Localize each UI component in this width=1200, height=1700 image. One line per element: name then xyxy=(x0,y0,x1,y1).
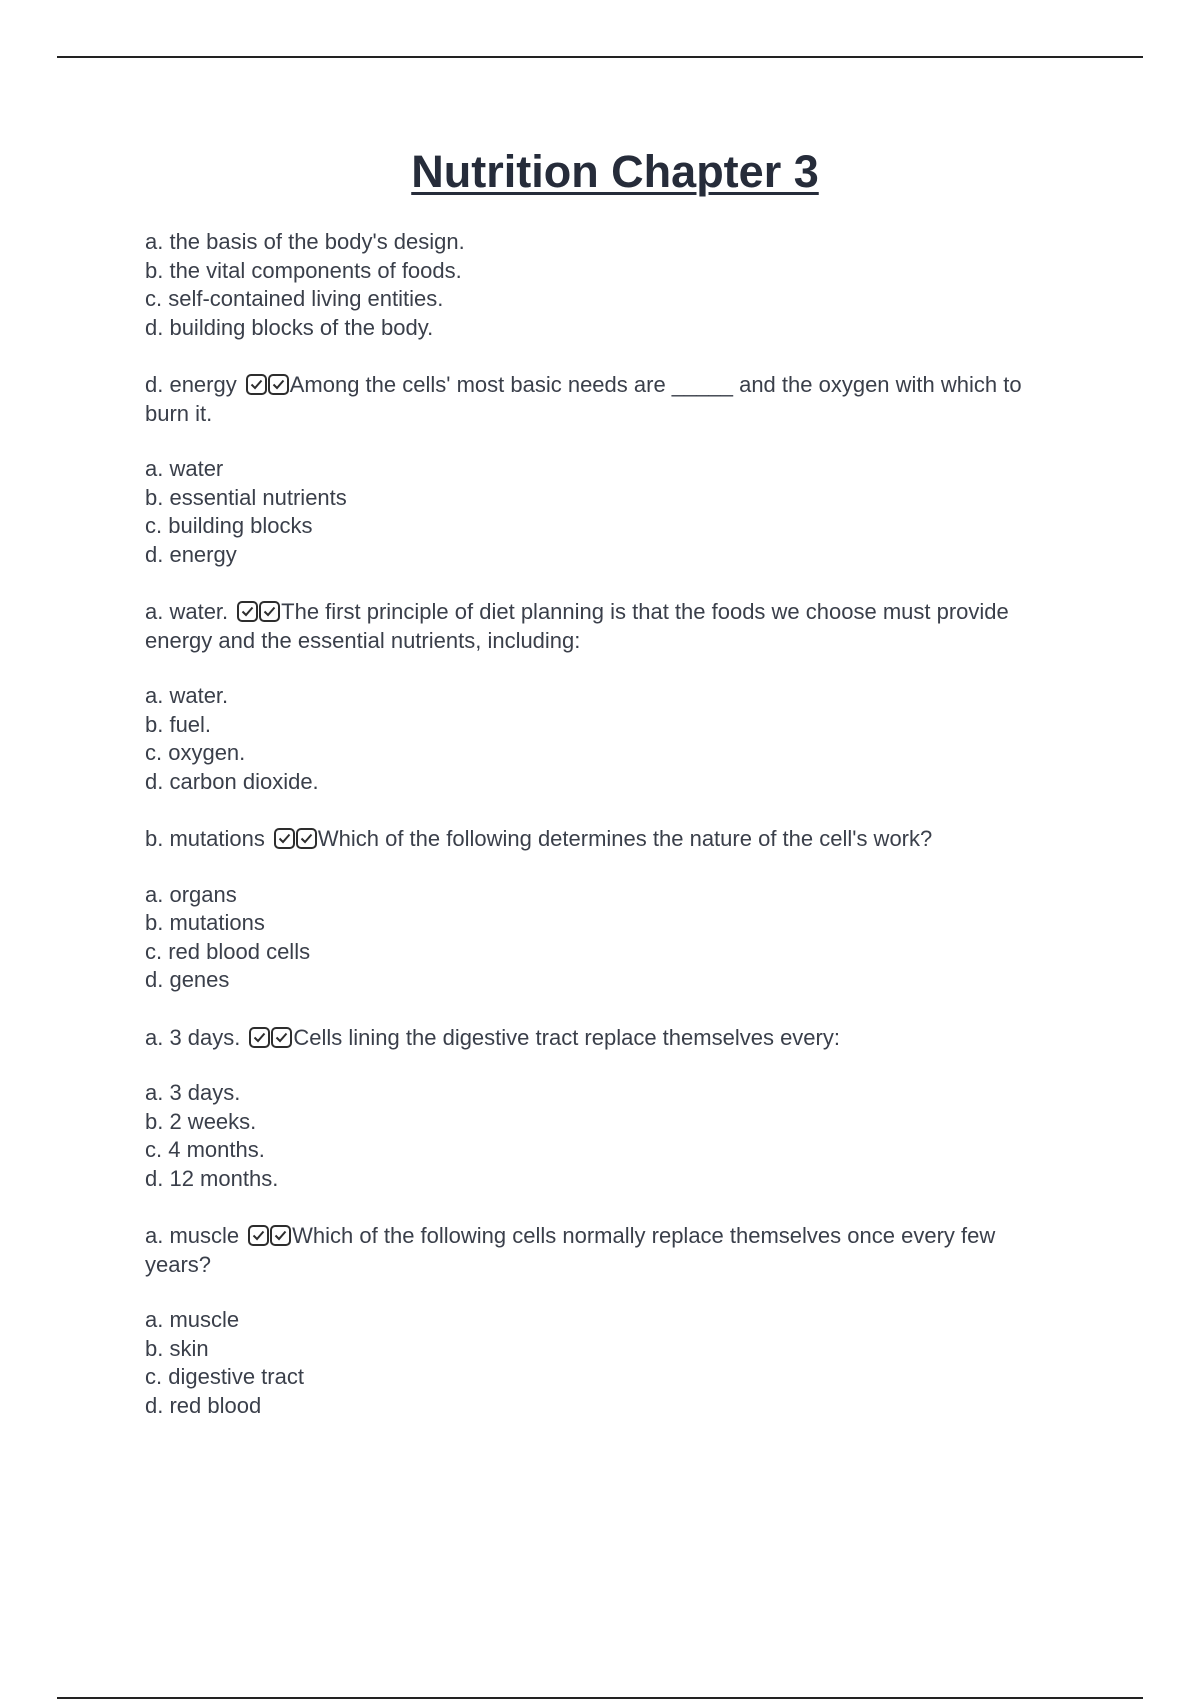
check-box-icon xyxy=(248,1225,269,1246)
option-item: a. muscle xyxy=(145,1307,240,1332)
option-item: b. skin xyxy=(145,1335,209,1361)
option-item: c. digestive tract xyxy=(145,1364,304,1389)
option-list xyxy=(145,455,1065,569)
option-item: b. fuel. xyxy=(145,711,212,737)
option-item: c. self-contained living entities. xyxy=(145,286,444,311)
question-text: Among the cells' most basic needs are _____ and the oxygen with which to burn it. xyxy=(145,372,1022,426)
answer-text: d. energy xyxy=(145,372,237,397)
option-item: c. red blood cells xyxy=(145,938,311,964)
page-title: Nutrition Chapter 3 xyxy=(411,146,819,197)
option-list xyxy=(145,1079,1065,1193)
check-box-icon xyxy=(246,374,267,395)
option-item: c. 4 months. xyxy=(145,1137,265,1162)
question-item xyxy=(145,825,1065,854)
option-item: d. red blood xyxy=(145,1392,262,1418)
check-box-icon xyxy=(259,601,280,622)
top-rule xyxy=(57,56,1143,58)
question-text: Which of the following determines the nature of the cell's work? xyxy=(317,826,933,851)
check-box-icon xyxy=(270,1225,291,1246)
option-item: b. essential nutrients xyxy=(145,484,347,510)
option-list xyxy=(145,682,1065,796)
option-list xyxy=(145,228,1065,342)
check-box-icon xyxy=(237,601,258,622)
question-item xyxy=(145,598,1065,655)
question-text: The first principle of diet planning is that the foods we choose must provide energy and the essential nutrients, including: xyxy=(145,599,1009,653)
option-item: a. organs xyxy=(145,881,237,907)
question-item xyxy=(145,1024,1065,1053)
option-item: d. building blocks of the body. xyxy=(145,314,434,340)
option-item: a. water xyxy=(145,456,224,481)
option-item: b. the vital components of foods. xyxy=(145,257,462,283)
option-item: d. energy xyxy=(145,541,237,567)
answer-text: a. 3 days. xyxy=(145,1024,241,1050)
option-list xyxy=(145,881,1065,995)
option-item: c. building blocks xyxy=(145,513,313,538)
question-list xyxy=(145,228,1065,1420)
question-item xyxy=(145,1222,1065,1279)
option-item: d. 12 months. xyxy=(145,1165,279,1191)
check-box-icon xyxy=(274,828,295,849)
check-box-icon xyxy=(296,828,317,849)
bottom-rule xyxy=(57,1697,1143,1699)
option-item: b. 2 weeks. xyxy=(145,1108,257,1134)
question-text: Which of the following cells normally replace themselves once every few years? xyxy=(145,1223,996,1277)
option-item: d. genes xyxy=(145,967,230,992)
check-box-icon xyxy=(268,374,289,395)
question-text: Cells lining the digestive tract replace themselves every: xyxy=(293,1024,840,1050)
answer-text: b. mutations xyxy=(145,826,265,851)
option-item: a. the basis of the body's design. xyxy=(145,229,465,254)
question-item xyxy=(145,371,1065,428)
option-item: a. water. xyxy=(145,683,229,708)
option-item: d. carbon dioxide. xyxy=(145,768,319,794)
option-item: c. oxygen. xyxy=(145,740,246,765)
option-item: a. 3 days. xyxy=(145,1080,241,1105)
check-box-icon xyxy=(271,1027,292,1048)
answer-text: a. muscle xyxy=(145,1223,240,1248)
option-item: b. mutations xyxy=(145,910,265,935)
answer-text: a. water. xyxy=(145,599,229,624)
option-list xyxy=(145,1306,1065,1420)
check-box-icon xyxy=(249,1027,270,1048)
